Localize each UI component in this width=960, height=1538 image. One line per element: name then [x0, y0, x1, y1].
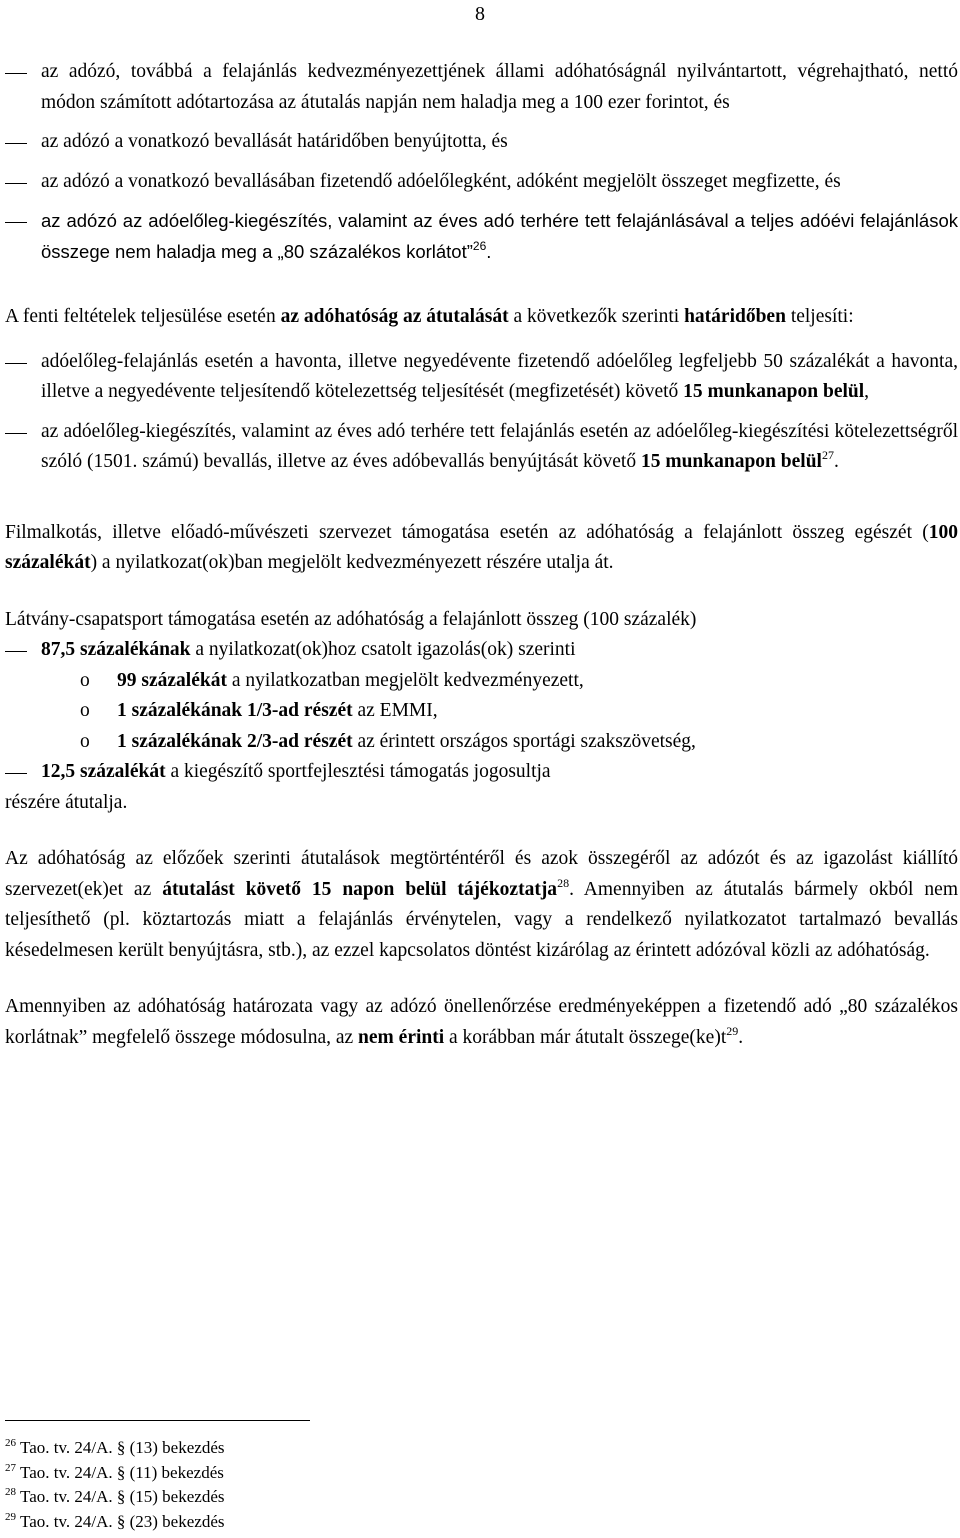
circle-bullet-icon: o: [80, 700, 90, 721]
footnote-number: 28: [5, 1486, 16, 1498]
bold-run: 99 százalékát: [117, 669, 227, 691]
text-run: a nyilatkozat(ok)hoz csatolt igazolás(ok) szerinti: [190, 639, 576, 660]
list-item: [5, 127, 958, 158]
text-run: a következők szerinti: [508, 306, 685, 327]
paragraph-correction: [5, 992, 958, 1053]
footnote-ref: 26: [472, 238, 487, 253]
circle-bullet-icon: o: [80, 669, 90, 691]
paragraph-film-support: [5, 518, 958, 579]
bold-run: 1 százalékának 1/3-ad részét: [117, 700, 353, 721]
sub-list-item: [5, 666, 958, 697]
paragraph-sport-intro: Látvány-csapatsport támogatása esetén az adóhatóság a felajánlott összeg (100 százalék): [5, 608, 697, 630]
text-run: az EMMI,: [352, 700, 438, 721]
bold-run: nem érinti: [358, 1026, 445, 1048]
list-item: [5, 417, 958, 478]
footnote-number: 27: [5, 1461, 16, 1474]
text-run: a korábban már átutalt összege(ke)t: [444, 1026, 727, 1048]
list-item-text: az adózó a vonatkozó bevallását határidőben benyújtotta, és: [41, 131, 508, 152]
footnote-text: Tao. tv. 24/A. § (23) bekezdés: [20, 1511, 225, 1531]
text-run: Amennyiben az adóhatóság határozata vagy az adózó önellenőrzése eredményeképpen a fizetendő adó „80 százalékos korlátnak” megfelelő összege módosulna, az: [5, 996, 958, 1048]
list-item-text: az adózó, továbbá a felajánlás kedvezményezettjének állami adóhatóságnál nyilvántartott, végrehajtható, nettó módon számított adótartozása az átutalás napján nem haladja meg a 100 ezer forintot, és: [41, 61, 958, 113]
footnotes: [5, 1436, 605, 1534]
page-number: 8: [475, 3, 485, 25]
footnote: [5, 1510, 605, 1535]
text-run: .: [738, 1026, 744, 1048]
footnote: [5, 1461, 605, 1486]
footnote-text: Tao. tv. 24/A. § (11) bekezdés: [20, 1462, 224, 1482]
paragraph-transfer-deadlines: [5, 302, 958, 333]
circle-bullet-icon: o: [80, 730, 90, 752]
paragraph-notification: [5, 844, 958, 966]
list-item-text: az adózó az adóelőleg-kiegészítés, valamint az éves adó terhére tett felajánlásával a teljes adóévi felajánlások összege nem haladja meg a „80 százalékos korlátot”: [41, 210, 958, 262]
text-run: ,: [864, 381, 870, 402]
page-body: [5, 57, 958, 1053]
bold-run: 1 százalékának 2/3-ad részét: [117, 730, 353, 752]
text-run: az adóelőleg-kiegészítés, valamint az éves adó terhére tett felajánlás esetén az adóelőleg-kiegészítési kötelezettségről szóló (1501. számú) bevallás, illetve az éves adóbevallás benyújtását követő: [41, 420, 958, 472]
footnote-ref: 28: [557, 875, 570, 890]
bold-run: 15 munkanapon belül: [640, 451, 822, 472]
text-run: az érintett országos sportági szakszövetség,: [352, 730, 696, 752]
footnote-ref: 29: [726, 1023, 739, 1038]
footnote-text: Tao. tv. 24/A. § (15) bekezdés: [20, 1487, 225, 1506]
footnote-number: 29: [5, 1510, 16, 1523]
text-run: Filmalkotás, illetve előadó-művészeti szervezet támogatása esetén az adóhatóság a felajánlott összeg egészét (: [5, 521, 929, 543]
text-run: a nyilatkozatban megjelölt kedvezményezett,: [226, 669, 584, 691]
footnote-number: 26: [5, 1437, 16, 1449]
footnote-ref: 27: [821, 448, 834, 462]
bold-run: 12,5 százalékát: [41, 761, 166, 782]
bold-run: átutalást követő 15 napon belül tájékoztatja: [162, 878, 558, 900]
list-item-text: az adózó a vonatkozó bevallásában fizetendő adóelőlegként, adóként megjelölt összeget megfizette, és: [41, 170, 841, 192]
footnote-text: Tao. tv. 24/A. § (13) bekezdés: [20, 1438, 225, 1457]
paragraph-sport-outro: részére átutalja.: [5, 791, 128, 813]
list-item: [5, 206, 958, 267]
text-run: ) a nyilatkozat(ok)ban megjelölt kedvezményezett részére utalja át.: [90, 552, 614, 573]
text-run: Az adóhatóság az előzőek szerinti átutalások megtörténtéről és azok összegéről az adózót és az igazolást kiállító szervezet(ek)et az: [5, 848, 958, 900]
sub-list-item: [5, 727, 958, 758]
list-item: [5, 347, 958, 408]
list-item-end: .: [486, 240, 492, 262]
list-item: [5, 167, 958, 198]
text-run: . Amennyiben az átutalás bármely okból nem teljesíthető (pl. köztartozás miatt a felajánlás érvénytelen, vagy a rendelkező nyilatkozatot tartalmazó bevallás késedelmesen került benyújtásra, stb.), az ezzel kapcsolatos döntést kizárólag az érintett adózóval közli az adóhatóság.: [5, 878, 958, 961]
footnote: [5, 1436, 605, 1461]
bold-run: az adóhatóság az átutalását: [280, 306, 509, 327]
bold-run: 15 munkanapon belül: [683, 381, 865, 402]
text-run: .: [833, 451, 839, 472]
list-item: [5, 757, 958, 788]
text-run: teljesíti:: [785, 306, 854, 327]
text-run: a kiegészítő sportfejlesztési támogatás jogosultja: [165, 761, 551, 782]
list-item: [5, 635, 958, 666]
bold-run: 100 százalékát: [5, 521, 958, 573]
sub-list-item: [5, 696, 958, 727]
bold-run: határidőben: [684, 306, 786, 327]
footnote: [5, 1485, 605, 1510]
text-run: adóelőleg-felajánlás esetén a havonta, illetve negyedévente fizetendő adóelőleg legfeljebb 50 százalékát a havonta, illetve a negyedévente teljesítendő kötelezettség teljesítését (megfizetését) követő: [41, 350, 958, 402]
list-item: [5, 57, 958, 118]
bold-run: 87,5 százalékának: [41, 639, 191, 660]
footnote-separator: [5, 1420, 310, 1421]
text-run: A fenti feltételek teljesülése esetén: [5, 306, 281, 327]
